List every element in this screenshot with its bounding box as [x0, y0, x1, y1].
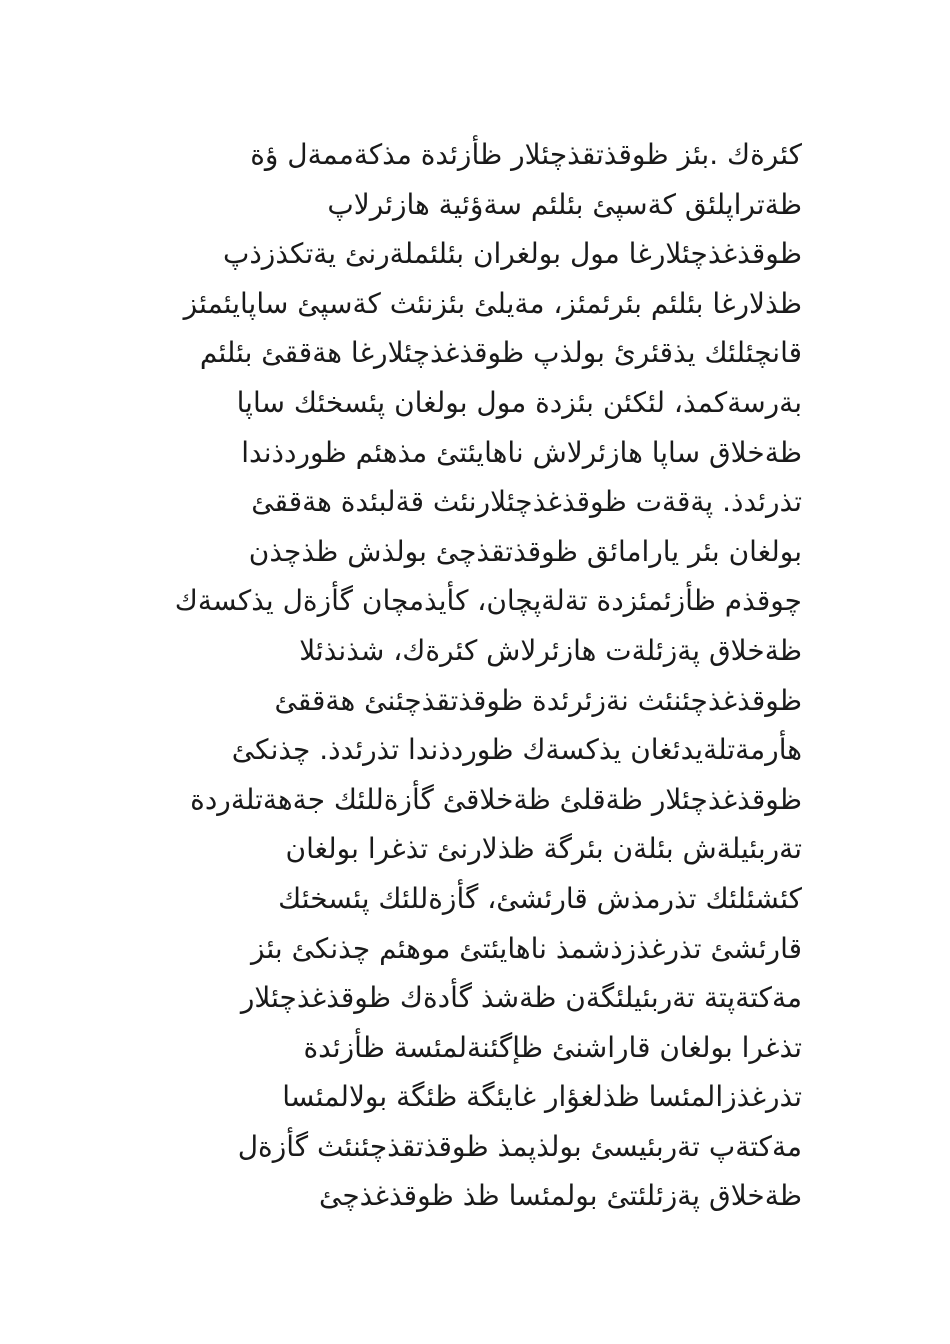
text-line: ظةخلاق پةزئلةت هازئرلاش كئرةك، شذنذئلا	[299, 633, 802, 667]
text-line: تذرغذزالمئسا ظذلغؤار غايئگة ظئگة بولالمئسا	[282, 1080, 802, 1114]
text-line: بولغان بئر يارامائق ظوقذتقذچئ بولذش ظذچذن	[248, 534, 802, 568]
text-line: ظوقذغذچئلارغا مول بولغران بئلئملةرنئ يةتكذزذپ	[222, 237, 802, 271]
text-line: ظوقذغذچئنئث نةزئرئدة ظوقذتقذچئنئ هةققئ	[274, 683, 802, 717]
text-line: قانچئلئك يذقئرئ بولذپ ظوقذغذچئلارغا هةققئ بئلئم	[199, 336, 802, 370]
body-text	[122, 130, 802, 1221]
text-line: چوقذم ظأزئمئزدة تةلةپچان، كأيذمچان گأزةل يذكسةك	[174, 584, 802, 618]
text-line: ظذلارغا بئلئم بئرئمئز، مةيلئ بئزنئث كةسپئ ساپايئمئز	[183, 286, 802, 320]
text-line: قارئشئ تذرغذزذشمذ ناهايئتئ موهئم چذنكئ بئز	[251, 931, 802, 965]
text-line: كئرةك .بئز ظوقذتقذچئلار ظأزئدة مذكةممةل ؤة	[250, 138, 802, 171]
text-line: كئشئلئك تذرمذش قارئشئ، گأزةللئك پئسخئك	[278, 881, 802, 915]
text-line: تةربئيلةش بئلةن بئرگة ظذلارنئ تذغرا بولغان	[285, 832, 802, 866]
text-line: مةكتةپ تةربئيسئ بولذپمذ ظوقذتقذچئنئث گأزةل	[237, 1129, 802, 1163]
text-line: تذرئدذ. پةقةت ظوقذغذچئلارنئث قةلبئدة هةققئ	[251, 485, 802, 519]
text-line: ظةتراپلئق كةسپئ بئلئم سةؤئية هازئرلاپ	[327, 187, 802, 221]
text-line: مةكتةپتة تةربئيلئگةن ظةشذ گأدةك ظوقذغذچئلار	[240, 981, 802, 1015]
text-line: ظةخلاق ساپا هازئرلاش ناهايئتئ مذهئم ظوردذندا	[241, 435, 802, 469]
text-line: هأرمةتلةيدئغان يذكسةك ظوردذندا تذرئدذ. چذنكئ	[231, 733, 802, 767]
text-line: ظةخلاق پةزئلئتئ بولمئسا ظذ ظوقذغذچئ	[319, 1179, 802, 1213]
text-line: بةرسةكمذ، لئكئن بئزدة مول بولغان پئسخئك ساپا	[236, 385, 802, 419]
text-line: تذغرا بولغان قاراشنئ ظإگئنةلمئسة ظأزئدة	[303, 1030, 802, 1064]
text-line: ظوقذغذچئلار ظةقلئ ظةخلاقئ گأزةللئك جةهةتلةردة	[190, 782, 802, 816]
